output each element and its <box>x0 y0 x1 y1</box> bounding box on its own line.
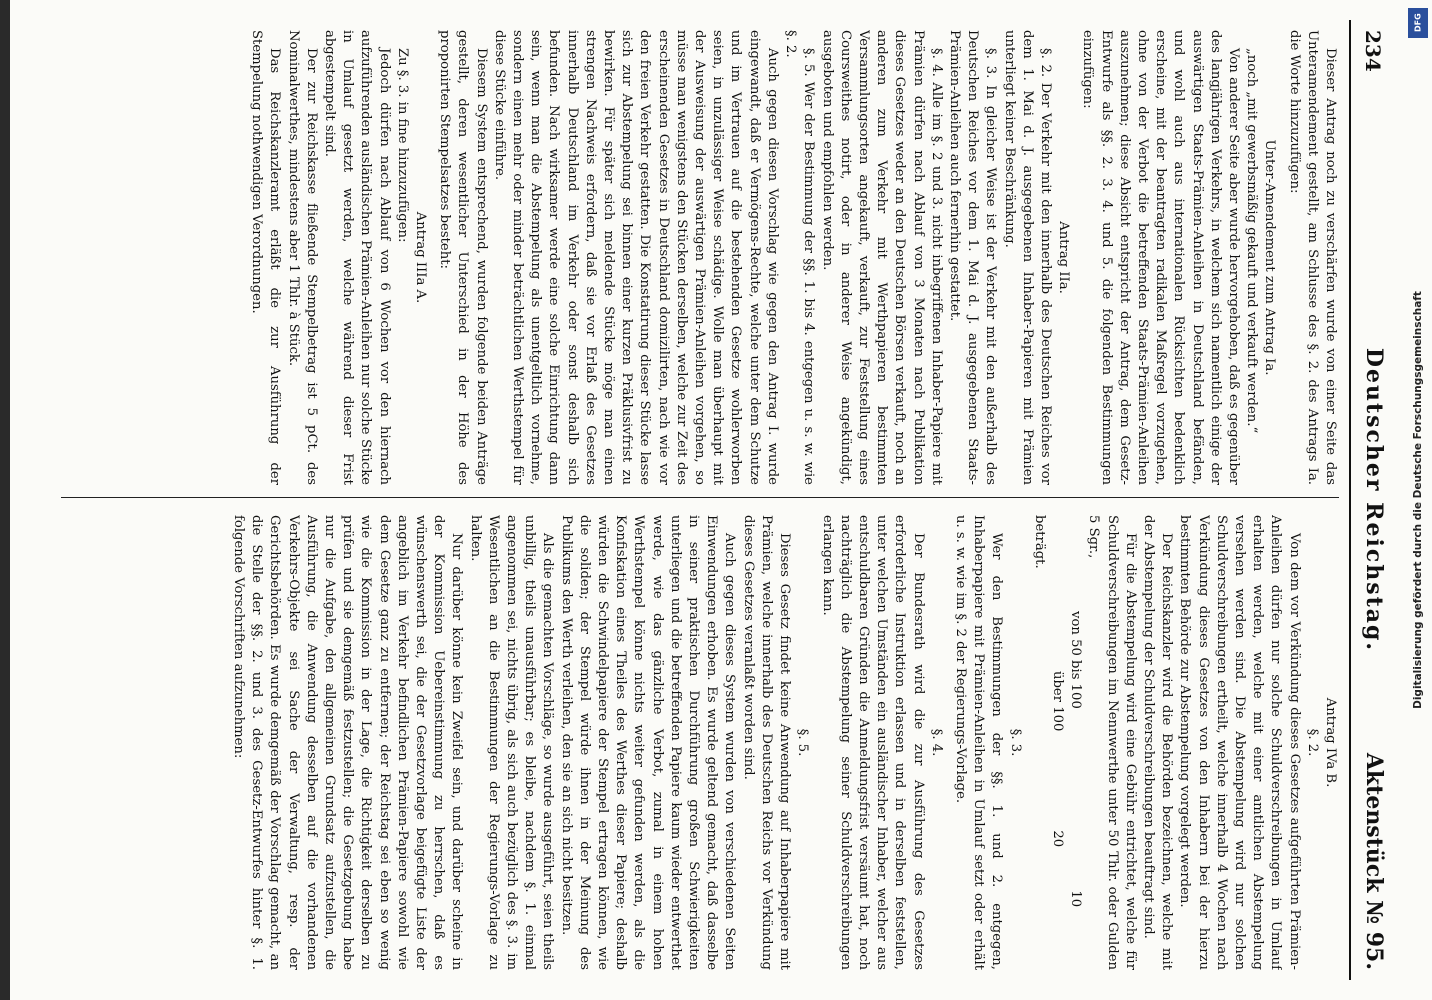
paragraph: Der Reichskanzler wird die Behörden bezeichnen, welche mit der Abstempelung der Schuldverschreibungen beauftragt sind. <box>1140 515 1175 970</box>
paragraph: Wer den Bestimmungen der §§. 1. und 2. entgegen, Inhaberpapiere mit Prämien-Anleihen in Umlauf setzt oder erhält u. s. w. wie im §. 2 der Regierungs-Vorlage. <box>952 515 1005 970</box>
fee-row <box>1048 515 1066 970</box>
column-divider <box>61 497 1339 498</box>
left-column <box>47 30 1339 485</box>
section-number: §. 2. <box>1304 728 1320 757</box>
paragraph: Dieser Antrag noch zu verschärfen wurde von einer Seite das Unteramendement gestellt, am Schlusse des §. 2. des Antrags Ia. die Worte hinzuzufügen: <box>1286 30 1338 485</box>
fee-range: über 100 <box>1049 671 1065 732</box>
document-reference: Aktenstück № 95. <box>1361 752 1387 970</box>
fee-row <box>1066 515 1084 970</box>
section-heading: Unter-Amendement zum Antrag Ia. <box>1262 139 1278 376</box>
dfg-logo: DFG <box>1408 8 1428 38</box>
paragraph: Für die Abstempelung wird eine Gebühr entrichtet, welche für Schuldverschreibungen im Nennwerthe unter 50 Thlr. oder Gulden 5 Sgr., <box>1086 515 1138 970</box>
section-heading: Antrag IIa. <box>1056 221 1072 294</box>
paragraph: Als die gemachten Vorschläge, so wurde ausgeführt, seien theils unbillig, theils unausführbar; es bleibe, nachdem §. 1. einmal angenommen sei, nichts übrig, als sich auch bezüglich des §. 3. im Wesentlichen an die Bestimmungen der Regierungs-Vorlage zu halten. <box>467 515 556 970</box>
paragraph: Von anderer Seite aber wurde hervorgehoben, daß es gegenüber des langjährigen Verkehrs, in welchem sich namentlich einige der auswärtigen Staats-Prämien-Anleihen in Deutschland befänden, und wohl auch aus internationalen Rücksichten bedenklich erscheine, mit der beantragten radikalen Maßregel vorzugehen, ohne von der Verbot die betreffenden Staats-Prämien-Anleihen auszunehmen; diese Absicht entspricht der Antrag, dem Gesetz-Entwurfe als §§. 2. 3. 4. und 5. die folgenden Bestimmungen einzufügen: <box>1080 30 1241 485</box>
paragraph: §. 4. Alle im §. 2 und 3. nicht inbegriffenen Inhaber-Papiere mit Prämien dürfen nach Ablauf von 3 Monaten nach Publikation dieses Gesetzes weder an den Deutschen Börsen verkauft, noch an anderen zum Verkehr mit Werthpapieren bestimmten Versammlungsorten angekauft, verkauft, zur Feststellung eines Coursweithes notirt, oder in anderer Weise angekündigt, ausgeboten und empfohlen werden. <box>819 30 944 485</box>
paragraph: Das Reichskanzleramt erläßt die zur Ausführung der Stempelung nothwendigen Verordnungen. <box>249 30 283 485</box>
paragraph: Der zur Reichskasse fließende Stempelbetrag ist 5 pCt. des Nominalwerthes, mindestens aber 1 Thlr. à Stück. <box>285 30 319 485</box>
paragraph: Von dem vor Verkündung dieses Gesetzes aufgeführten Prämien-Anleihen dürfen nur solche Schuldverschreibungen in Umlauf erhalten werden, welche mit einer amtlichen Abstempelung versehen werden sind. Die Abstempelung wird nur solchen Schuldverschreibungen ertheilt, welche innerhalb 4 Wochen nach Verkündung dieses Gesetzes von den Inhabern bei der hierzu bestimmten Behörde zur Abstempelung vorgelegt werden. <box>1177 515 1302 970</box>
section-heading: Antrag IIIa A. <box>413 211 429 304</box>
paragraph: §. 5. Wer der Bestimmung der §§. 1. bis 4. entgegen u. s. w. wie §. 2. <box>783 30 817 485</box>
page-header <box>1349 20 1391 980</box>
paragraph: Jedoch dürfen nach Ablauf von 6 Wochen vor den hiernach aufzuführenden ausländischen Prämien-Anleihen nur solche Stücke in Umlauf gesetzt werden, welche während dieser Frist abgestempelt sind. <box>322 30 392 485</box>
paragraph: beträgt. <box>1031 515 1047 569</box>
paragraph: Zu §. 3. in fine hinzuzufügen: <box>394 48 410 243</box>
paragraph: Auch gegen diesen Vorschlag wie gegen den Antrag I. wurde eingewandt, daß er Vermögens-Rechte, welche unter dem Schutze und im Vertrauen auf die bestehenden Gesetze wohlerworben seien, in unzulässiger Weise schädige. Wolle man überhaupt mit der Ausweisung der auswärtigen Prämien-Anleihen vorgehen, so müsse man wenigstens den Stücken derselben, welche zur Zeit des erscheinenden Gesetzes in Deutschland domizilirten, nach wie vor den freien Verkehr gestatten. Die Konstatirung dieser Stücke lasse sich zur Abstempelung sei binnen einer kurzen Präklusivfrist zu bewirken. Für später sich meldende Stücke möge man einen strengen Nachweis erfordern, daß sie vor Erlaß des Gesetzes innerhalb Deutschland im Verkehr oder sonst deshalb sich befunden. Nach wirksamer werde eine solche Einrichtung dann sein, wenn man die Abstempelung als unentgeltlich vornehme, sondern einen mehr oder minder beträchtlichen Werthstempel für diese Stücke einführe. <box>491 30 780 485</box>
section-number: §. 4. <box>928 728 944 757</box>
fee-value: 20 <box>1049 830 1065 848</box>
fee-range: von 50 bis 100 <box>1068 611 1084 709</box>
rotated-document-page <box>41 20 1391 980</box>
scan-left-edge <box>0 0 10 1000</box>
paragraph: Diesem System entsprechend, wurden folgende beiden Anträge gestellt, deren wesentlicher Unterschied in der Höhe des proponirten Stempelsatzes besteht: <box>437 30 489 485</box>
fee-value: 10 <box>1068 890 1084 908</box>
digitization-credit: Digitalisierung gefördert durch die Deutsche Forschungsgemeinschaft <box>1412 291 1424 709</box>
paragraph: §. 2. Der Verkehr mit den innerhalb des Deutschen Reiches vor dem 1. Mai d. J. ausgegebenen Inhaber-Papieren mit Prämien unterliegt keiner Beschränkung. <box>1001 30 1053 485</box>
right-column <box>47 515 1339 970</box>
paragraph: Der Bundesrath wird die zur Ausführung des Gesetzes erforderliche Instruktion erlassen und in derselben feststellen, unter welchen Umständen ein ausländischer Inhaber, welcher aus entschuldbaren Gründen die Anmeldungsfrist versäumt hat, noch nachträglich die Abstempelung seiner Schuldverschreibungen erlangen kann. <box>819 515 926 970</box>
page-number: 234 <box>1361 30 1385 72</box>
paragraph: §. 3. In gleicher Weise ist der Verkehr mit den außerhalb des Deutschen Reiches vor dem 1. Mai d. J. ausgegebenen Staats-Prämien-Anleihen auch fernerhin gestattet. <box>946 30 999 485</box>
page-title: Deutscher Reichstag. <box>1361 347 1387 653</box>
quote: „noch „mit gewerbsmäßig gekauft und verkauft werden.“ <box>1244 48 1260 434</box>
section-heading: Antrag IVa B. <box>1323 697 1338 788</box>
paragraph: Dieses Gesetz findet keine Anwendung auf Inhaberpapiere mit Prämien, welche innerhalb des Deutschen Reichs vor Verkündung dieses Gesetzes veranlaßt worden sind. <box>740 515 793 970</box>
paragraph: Nur darüber könne kein Zweifel sein, und darüber scheine in der Kommission Uebereinstimmung zu herrschen, daß es wünschenswerth sei, die der Gesetzvorlage beigefügte Liste der angeblich im Verkehr befindlichen Prämien-Papiere sowohl wie dem Gesetze ganz zu entfernen; der Reichstag sei eben so wenig wie die Kommission in der Lage, die Richtigkeit derselben zu prüfen und sie demgemäß festzustellen; die Gesetzgebung habe nur die Aufgabe, den allgemeinen Grundsatz aufzustellen, die Ausführung, die Anwendung desselben auf die vorhandenen Verkehrs-Objekte sei Sache der Verwaltung, resp. der Gerichtsbehörden. Es wurde demgemäß der Vorschlag gemacht, an die Stelle der §§. 2. und 3. des Gesetz-Entwurfes hinter §. 1. folgende Vorschriften aufzunehmen: <box>231 515 465 970</box>
section-number: §. 3. <box>1007 728 1023 757</box>
paragraph: Auch gegen dieses System wurden von verschiedenen Seiten Einwendungen erhoben. Es wurde geltend gemacht, daß dasselbe in seiner praktischen Durchführung großen Schwierigkeiten unterliegen und die betreffenden Papiere kaum wieder entwerthet werde, wie das gänzliche Verbot, zumal in einem hohen Werthstempel könne nichts weiter gefunden werden, als die Konfiskation eines Theiles des Werthes dieser Papiere; deshalb würden die Schwindelpapiere der Stempel ertragen können, wie die soliden; der Stempel würde ihnen in der Meinung des Publikums den Werth verleihen, den sie an sich nicht besitzen. <box>558 515 738 970</box>
section-number: §. 5. <box>795 728 811 757</box>
